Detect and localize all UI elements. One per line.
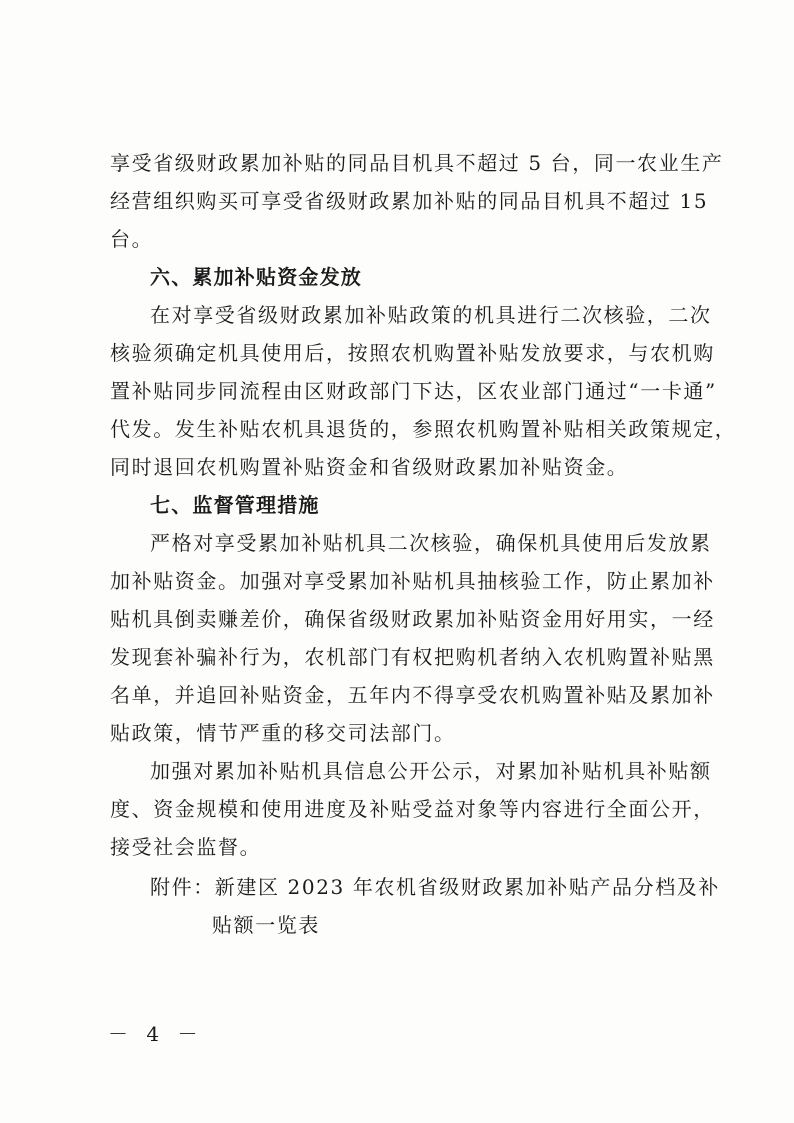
body-text-line: 核验须确定机具使用后，按照农机购置补贴发放要求，与农机购	[110, 341, 715, 365]
body-text-line: 发现套补骗补行为，农机部门有权把购机者纳入农机购置补贴黑	[110, 645, 715, 669]
body-text-line: 严格对享受累加补贴机具二次核验，确保机具使用后发放累	[150, 531, 712, 555]
body-text-line: 在对享受省级财政累加补贴政策的机具进行二次核验，二次	[150, 303, 712, 327]
section-heading-7: 七、监督管理措施	[150, 493, 320, 517]
page-number: － 4 －	[108, 1022, 204, 1046]
body-text-line: 置补贴同步同流程由区财政部门下达，区农业部门通过“一卡通”	[110, 379, 717, 403]
body-text-line: 经营组织购买可享受省级财政累加补贴的同品目机具不超过 15	[110, 189, 709, 213]
body-text-line: 度、资金规模和使用进度及补贴受益对象等内容进行全面公开，	[110, 797, 715, 821]
body-text-line: 贴机具倒卖赚差价，确保省级财政累加补贴资金用好用实，一经	[110, 607, 715, 631]
section-heading-6: 六、累加补贴资金发放	[150, 265, 362, 289]
body-text-line: 贴政策，情节严重的移交司法部门。	[110, 721, 456, 745]
attachment-line-continued: 贴额一览表	[212, 913, 320, 937]
attachment-line: 附件：新建区 2023 年农机省级财政累加补贴产品分档及补	[150, 875, 721, 899]
body-text-line: 加强对累加补贴机具信息公开公示，对累加补贴机具补贴额	[150, 759, 712, 783]
body-text-line: 名单，并追回补贴资金，五年内不得享受农机购置补贴及累加补	[110, 683, 715, 707]
body-text-line: 同时退回农机购置补贴资金和省级财政累加补贴资金。	[110, 455, 629, 479]
body-text-line: 台。	[110, 227, 154, 251]
body-text-line: 享受省级财政累加补贴的同品目机具不超过 5 台，同一农业生产	[110, 151, 724, 175]
body-text-line: 加补贴资金。加强对享受累加补贴机具抽核验工作，防止累加补	[110, 569, 715, 593]
body-text-line: 接受社会监督。	[110, 835, 262, 859]
body-text-line: 代发。发生补贴农机具退货的，参照农机购置补贴相关政策规定，	[110, 417, 737, 441]
